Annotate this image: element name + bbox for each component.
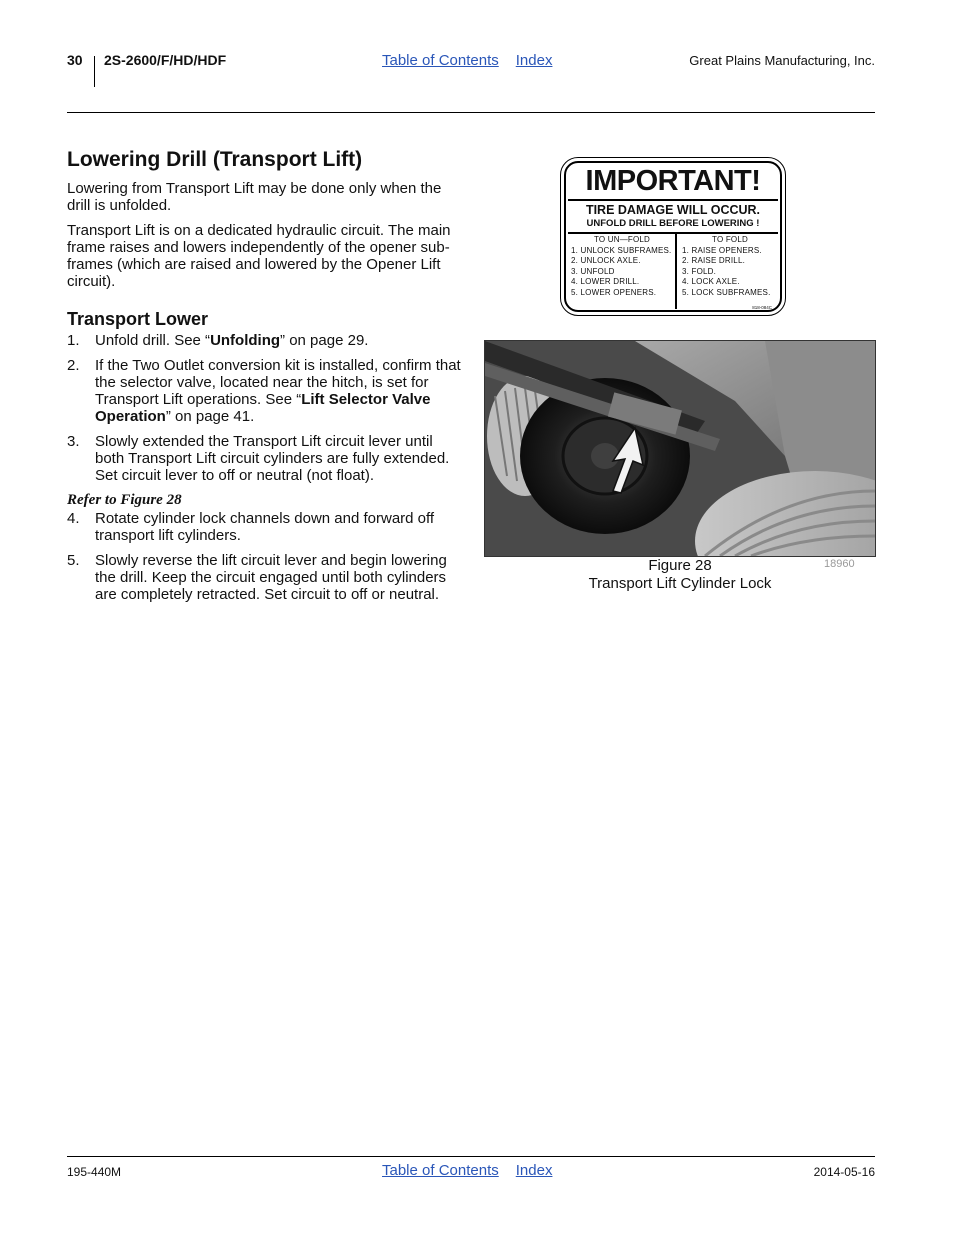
- company-name: Great Plains Manufacturing, Inc.: [689, 53, 875, 68]
- section-title: Lowering Drill (Transport Lift): [67, 148, 363, 171]
- document-number: 195-440M: [67, 1165, 122, 1179]
- header-nav: [382, 52, 552, 69]
- decal-step: 4. LOCK AXLE.: [682, 277, 740, 287]
- header-toc-link[interactable]: Table of Contents: [382, 52, 499, 69]
- decal-step: 3. FOLD.: [682, 266, 717, 276]
- step-number: 2.: [67, 357, 80, 374]
- step-text: If the Two Outlet conversion kit is installed, confirm that the selector valve, located near the hitch, is set for Transport Lift operations. See “: [95, 357, 461, 408]
- step-number: 5.: [67, 552, 80, 569]
- step-number: 1.: [67, 332, 80, 349]
- decal-title: IMPORTANT!: [585, 165, 761, 197]
- header-index-link[interactable]: Index: [515, 52, 553, 69]
- decal-step: 4. LOWER DRILL.: [571, 277, 640, 287]
- footer-nav: [382, 1162, 552, 1179]
- footer-toc-link[interactable]: Table of Contents: [382, 1162, 499, 1179]
- circuit-paragraph: Transport Lift is on a dedicated hydraulic circuit. The main frame raises and lowers independently of the opener sub-frames (which are raised and lowered by the Opener Lift circuit).: [67, 222, 451, 290]
- model-name: 2S-2600/F/HD/HDF: [104, 52, 227, 68]
- publication-date: 2014-05-16: [813, 1165, 875, 1179]
- decal-step: 5. LOWER OPENERS.: [571, 287, 657, 297]
- step-text: Slowly reverse the lift circuit lever and begin lowering the drill. Keep the circuit engaged until both cylinders are completely retracted. Set circuit to off or neutral.: [95, 552, 447, 603]
- decal-warning: TIRE DAMAGE WILL OCCUR.: [585, 203, 761, 217]
- steps-list-continued: [67, 510, 462, 603]
- decal-part-code: 818-084C: [752, 305, 772, 310]
- figure-caption: Transport Lift Cylinder Lock: [588, 575, 772, 592]
- subsection-title: Transport Lower: [67, 309, 209, 329]
- decal-step: 2. UNLOCK AXLE.: [571, 256, 641, 266]
- step-item: [67, 433, 462, 484]
- header-rule: [67, 112, 875, 113]
- page-number: 30: [67, 52, 83, 68]
- decal-step: 1. UNLOCK SUBFRAMES.: [571, 245, 672, 255]
- step-item: [67, 552, 462, 603]
- step-number: 4.: [67, 510, 80, 527]
- figure-id: 18960: [824, 558, 855, 570]
- cylinder-lock-photo: [484, 340, 876, 557]
- footer-rule: [67, 1156, 875, 1157]
- decal-column-divider: [675, 233, 677, 309]
- decal-step: 5. LOCK SUBFRAMES.: [682, 287, 771, 297]
- step-item: [67, 510, 462, 544]
- figure-number: Figure 28: [648, 557, 712, 574]
- figure-reference: Refer to Figure 28: [67, 492, 182, 508]
- step-number: 3.: [67, 433, 80, 450]
- step-reference: Unfolding: [210, 332, 281, 349]
- step-item: [67, 357, 462, 425]
- decal-warning-band: [568, 199, 778, 234]
- intro-paragraph: Lowering from Transport Lift may be done only when the drill is unfolded.: [67, 180, 442, 214]
- left-column: [67, 148, 462, 611]
- step-text: ” on page 29.: [280, 332, 369, 349]
- footer-index-link[interactable]: Index: [515, 1162, 553, 1179]
- decal-subwarning: UNFOLD DRILL BEFORE LOWERING !: [586, 218, 760, 229]
- step-reference: Lift Selector Valve Operation: [95, 391, 431, 425]
- decal-unfold-column: [571, 235, 673, 299]
- step-text: ” on page 41.: [165, 408, 255, 425]
- important-decal: [560, 157, 786, 316]
- decal-step: 3. UNFOLD: [571, 266, 615, 276]
- decal-fold-heading: TO FOLD: [712, 235, 748, 244]
- photo-illustration: [485, 341, 875, 556]
- header-divider: [94, 56, 95, 87]
- decal-unfold-heading: TO UN—FOLD: [593, 235, 651, 244]
- step-text: Slowly extended the Transport Lift circuit lever until both Transport Lift circuit cylinders are fully extended. Set circuit lever to off or neutral (not float).: [95, 433, 450, 484]
- step-text: Unfold drill. See “: [95, 332, 211, 349]
- step-item: [67, 332, 462, 349]
- decal-step: 1. RAISE OPENERS.: [682, 245, 762, 255]
- steps-list: [67, 332, 462, 484]
- step-text: Rotate cylinder lock channels down and forward off transport lift cylinders.: [95, 510, 435, 544]
- decal-step: 2. RAISE DRILL.: [682, 256, 746, 266]
- decal-fold-column: [682, 235, 778, 299]
